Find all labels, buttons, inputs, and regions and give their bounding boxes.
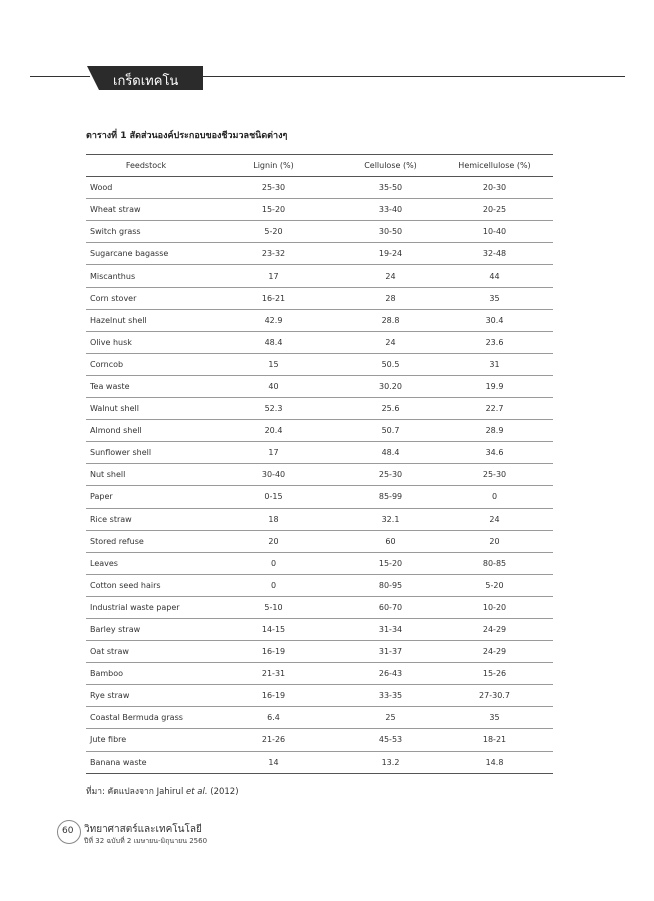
cellulose-cell: 31-34 bbox=[345, 618, 436, 640]
table-row bbox=[86, 685, 553, 707]
lignin-cell: 0 bbox=[202, 574, 345, 596]
lignin-cell: 15 bbox=[202, 353, 345, 375]
lignin-cell: 42.9 bbox=[202, 309, 345, 331]
lignin-cell: 30-40 bbox=[202, 464, 345, 486]
hemicellulose-cell: 0 bbox=[436, 486, 553, 508]
hemicellulose-cell: 28.9 bbox=[436, 420, 553, 442]
hemicellulose-cell: 32-48 bbox=[436, 243, 553, 265]
lignin-cell: 20.4 bbox=[202, 420, 345, 442]
feedstock-cell: Rye straw bbox=[86, 685, 202, 707]
cellulose-cell: 25-30 bbox=[345, 464, 436, 486]
table-row bbox=[86, 199, 553, 221]
table-row bbox=[86, 729, 553, 751]
feedstock-cell: Sugarcane bagasse bbox=[86, 243, 202, 265]
source-prefix: ที่มา: คัดแปลงจาก bbox=[86, 787, 154, 797]
feedstock-cell: Walnut shell bbox=[86, 398, 202, 420]
table-row bbox=[86, 464, 553, 486]
table-row bbox=[86, 265, 553, 287]
source-etal: et al. bbox=[186, 787, 208, 797]
feedstock-cell: Jute fibre bbox=[86, 729, 202, 751]
table-row bbox=[86, 398, 553, 420]
biomass-composition-table bbox=[86, 154, 553, 774]
feedstock-cell: Leaves bbox=[86, 552, 202, 574]
cellulose-cell: 30-50 bbox=[345, 221, 436, 243]
header-rule-left bbox=[30, 76, 90, 77]
table-caption: ตารางที่ 1 สัดส่วนองค์ประกอบของชีวมวลชนิดต่างๆ bbox=[86, 131, 288, 141]
hemicellulose-cell: 10-20 bbox=[436, 596, 553, 618]
lignin-cell: 6.4 bbox=[202, 707, 345, 729]
hemicellulose-cell: 19.9 bbox=[436, 375, 553, 397]
hemicellulose-cell: 22.7 bbox=[436, 398, 553, 420]
feedstock-cell: Switch grass bbox=[86, 221, 202, 243]
column-header-lignin: Lignin (%) bbox=[202, 155, 345, 177]
lignin-cell: 48.4 bbox=[202, 331, 345, 353]
cellulose-cell: 50.5 bbox=[345, 353, 436, 375]
lignin-cell: 23-32 bbox=[202, 243, 345, 265]
hemicellulose-cell: 24-29 bbox=[436, 641, 553, 663]
cellulose-cell: 30.20 bbox=[345, 375, 436, 397]
cellulose-cell: 32.1 bbox=[345, 508, 436, 530]
page-number: 60 bbox=[62, 826, 74, 836]
table-row bbox=[86, 221, 553, 243]
table-row bbox=[86, 618, 553, 640]
feedstock-cell: Oat straw bbox=[86, 641, 202, 663]
cellulose-cell: 24 bbox=[345, 265, 436, 287]
hemicellulose-cell: 35 bbox=[436, 287, 553, 309]
hemicellulose-cell: 20 bbox=[436, 530, 553, 552]
lignin-cell: 16-21 bbox=[202, 287, 345, 309]
cellulose-cell: 35-50 bbox=[345, 177, 436, 199]
feedstock-cell: Paper bbox=[86, 486, 202, 508]
table-row bbox=[86, 641, 553, 663]
lignin-cell: 15-20 bbox=[202, 199, 345, 221]
journal-issue: ปีที่ 32 ฉบับที่ 2 เมษายน-มิถุนายน 2560 bbox=[84, 837, 208, 845]
table-row bbox=[86, 331, 553, 353]
table-row bbox=[86, 552, 553, 574]
table-row bbox=[86, 751, 553, 773]
table-row bbox=[86, 375, 553, 397]
lignin-cell: 14-15 bbox=[202, 618, 345, 640]
feedstock-cell: Nut shell bbox=[86, 464, 202, 486]
feedstock-cell: Sunflower shell bbox=[86, 442, 202, 464]
header-rule-right bbox=[203, 76, 625, 77]
feedstock-cell: Tea waste bbox=[86, 375, 202, 397]
cellulose-cell: 26-43 bbox=[345, 663, 436, 685]
cellulose-cell: 25.6 bbox=[345, 398, 436, 420]
cellulose-cell: 31-37 bbox=[345, 641, 436, 663]
hemicellulose-cell: 20-25 bbox=[436, 199, 553, 221]
lignin-cell: 5-10 bbox=[202, 596, 345, 618]
table-row bbox=[86, 420, 553, 442]
cellulose-cell: 50.7 bbox=[345, 420, 436, 442]
source-note bbox=[86, 784, 239, 798]
lignin-cell: 17 bbox=[202, 265, 345, 287]
table-row bbox=[86, 353, 553, 375]
hemicellulose-cell: 5-20 bbox=[436, 574, 553, 596]
lignin-cell: 14 bbox=[202, 751, 345, 773]
feedstock-cell: Corn stover bbox=[86, 287, 202, 309]
hemicellulose-cell: 24 bbox=[436, 508, 553, 530]
feedstock-cell: Miscanthus bbox=[86, 265, 202, 287]
journal-title: วิทยาศาสตร์และเทคโนโลยี bbox=[84, 824, 202, 835]
source-author: Jahirul bbox=[156, 787, 184, 797]
feedstock-cell: Coastal Bermuda grass bbox=[86, 707, 202, 729]
table-body bbox=[86, 177, 553, 774]
hemicellulose-cell: 18-21 bbox=[436, 729, 553, 751]
lignin-cell: 18 bbox=[202, 508, 345, 530]
feedstock-cell: Barley straw bbox=[86, 618, 202, 640]
lignin-cell: 20 bbox=[202, 530, 345, 552]
cellulose-cell: 60 bbox=[345, 530, 436, 552]
cellulose-cell: 80-95 bbox=[345, 574, 436, 596]
table-row bbox=[86, 663, 553, 685]
table-row bbox=[86, 596, 553, 618]
table-row bbox=[86, 309, 553, 331]
hemicellulose-cell: 25-30 bbox=[436, 464, 553, 486]
table-header-row bbox=[86, 155, 553, 177]
cellulose-cell: 45-53 bbox=[345, 729, 436, 751]
hemicellulose-cell: 34.6 bbox=[436, 442, 553, 464]
table-row bbox=[86, 486, 553, 508]
cellulose-cell: 28.8 bbox=[345, 309, 436, 331]
hemicellulose-cell: 44 bbox=[436, 265, 553, 287]
lignin-cell: 21-26 bbox=[202, 729, 345, 751]
column-header-feedstock: Feedstock bbox=[86, 155, 202, 177]
hemicellulose-cell: 35 bbox=[436, 707, 553, 729]
column-header-cellulose: Cellulose (%) bbox=[345, 155, 436, 177]
cellulose-cell: 33-35 bbox=[345, 685, 436, 707]
cellulose-cell: 48.4 bbox=[345, 442, 436, 464]
cellulose-cell: 13.2 bbox=[345, 751, 436, 773]
cellulose-cell: 15-20 bbox=[345, 552, 436, 574]
column-header-hemicellulose: Hemicellulose (%) bbox=[436, 155, 553, 177]
cellulose-cell: 25 bbox=[345, 707, 436, 729]
lignin-cell: 5-20 bbox=[202, 221, 345, 243]
cellulose-cell: 85-99 bbox=[345, 486, 436, 508]
feedstock-cell: Industrial waste paper bbox=[86, 596, 202, 618]
lignin-cell: 40 bbox=[202, 375, 345, 397]
lignin-cell: 16-19 bbox=[202, 685, 345, 707]
feedstock-cell: Stored refuse bbox=[86, 530, 202, 552]
source-year: (2012) bbox=[210, 787, 239, 797]
feedstock-cell: Olive husk bbox=[86, 331, 202, 353]
feedstock-cell: Cotton seed hairs bbox=[86, 574, 202, 596]
hemicellulose-cell: 27-30.7 bbox=[436, 685, 553, 707]
feedstock-cell: Hazelnut shell bbox=[86, 309, 202, 331]
lignin-cell: 21-31 bbox=[202, 663, 345, 685]
lignin-cell: 0 bbox=[202, 552, 345, 574]
cellulose-cell: 19-24 bbox=[345, 243, 436, 265]
hemicellulose-cell: 24-29 bbox=[436, 618, 553, 640]
feedstock-cell: Banana waste bbox=[86, 751, 202, 773]
feedstock-cell: Bamboo bbox=[86, 663, 202, 685]
table-row bbox=[86, 508, 553, 530]
feedstock-cell: Corncob bbox=[86, 353, 202, 375]
lignin-cell: 25-30 bbox=[202, 177, 345, 199]
feedstock-cell: Rice straw bbox=[86, 508, 202, 530]
hemicellulose-cell: 10-40 bbox=[436, 221, 553, 243]
table-row bbox=[86, 574, 553, 596]
lignin-cell: 17 bbox=[202, 442, 345, 464]
table-row bbox=[86, 442, 553, 464]
hemicellulose-cell: 31 bbox=[436, 353, 553, 375]
feedstock-cell: Wheat straw bbox=[86, 199, 202, 221]
table-row bbox=[86, 707, 553, 729]
feedstock-cell: Wood bbox=[86, 177, 202, 199]
section-label: เกร็ดเทคโน bbox=[113, 74, 179, 89]
table-row bbox=[86, 243, 553, 265]
lignin-cell: 16-19 bbox=[202, 641, 345, 663]
hemicellulose-cell: 15-26 bbox=[436, 663, 553, 685]
feedstock-cell: Almond shell bbox=[86, 420, 202, 442]
hemicellulose-cell: 80-85 bbox=[436, 552, 553, 574]
hemicellulose-cell: 30.4 bbox=[436, 309, 553, 331]
hemicellulose-cell: 20-30 bbox=[436, 177, 553, 199]
cellulose-cell: 60-70 bbox=[345, 596, 436, 618]
lignin-cell: 52.3 bbox=[202, 398, 345, 420]
table-row bbox=[86, 287, 553, 309]
hemicellulose-cell: 14.8 bbox=[436, 751, 553, 773]
hemicellulose-cell: 23.6 bbox=[436, 331, 553, 353]
table-row bbox=[86, 530, 553, 552]
cellulose-cell: 24 bbox=[345, 331, 436, 353]
cellulose-cell: 28 bbox=[345, 287, 436, 309]
lignin-cell: 0-15 bbox=[202, 486, 345, 508]
table-row bbox=[86, 177, 553, 199]
cellulose-cell: 33-40 bbox=[345, 199, 436, 221]
